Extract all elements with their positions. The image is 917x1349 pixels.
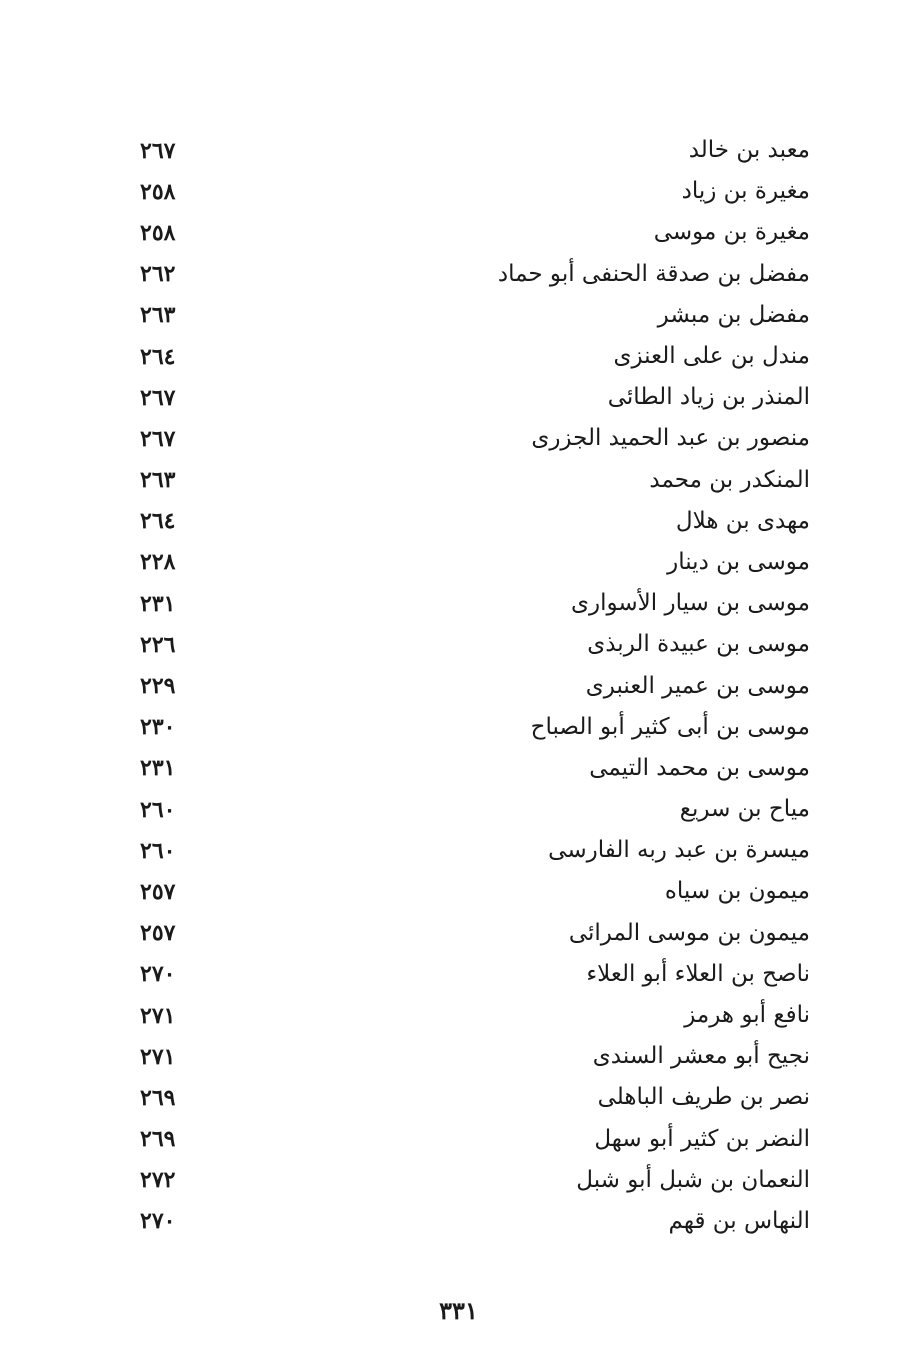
- entry-name: موسى بن عبيدة الربذى: [587, 631, 810, 658]
- entry-name: نصر بن طريف الباهلى: [597, 1084, 810, 1111]
- entry-name: مفضل بن مبشر: [657, 301, 810, 328]
- entry-page-number: ٢٦٠: [140, 796, 176, 823]
- entry-name: المنذر بن زياد الطائى: [607, 384, 810, 411]
- entry-page-number: ٢٦٢: [140, 261, 176, 288]
- index-entry: [140, 418, 810, 459]
- entry-page-number: ٢٣١: [140, 590, 176, 617]
- entry-page-number: ٢٣١: [140, 755, 176, 782]
- index-entry: [140, 913, 810, 954]
- entry-page-number: ٢٦٣: [140, 467, 176, 494]
- entry-page-number: ٢٦٠: [140, 837, 176, 864]
- entry-page-number: ٢٦٩: [140, 1126, 176, 1153]
- index-entry: [140, 377, 810, 418]
- entry-page-number: ٢٥٧: [140, 920, 176, 947]
- index-entry: [140, 295, 810, 336]
- entry-name: موسى بن محمد التيمى: [589, 754, 810, 781]
- index-entry: [140, 830, 810, 871]
- entry-name: النضر بن كثير أبو سهل: [594, 1125, 810, 1152]
- entry-page-number: ٢٦٤: [140, 343, 176, 370]
- entry-name: نجيح أبو معشر السندى: [592, 1043, 810, 1070]
- entry-page-number: ٢٦٧: [140, 425, 176, 452]
- entry-page-number: ٢٢٩: [140, 673, 176, 700]
- index-entry: [140, 542, 810, 583]
- entry-page-number: ٢٦٩: [140, 1084, 176, 1111]
- entry-name: ميمون بن سياه: [664, 878, 810, 905]
- index-entry: [140, 665, 810, 706]
- index-entry: [140, 789, 810, 830]
- entry-name: معبد بن خالد: [688, 137, 810, 164]
- entry-name: ناصح بن العلاء أبو العلاء: [586, 960, 810, 987]
- index-entry: [140, 254, 810, 295]
- entry-page-number: ٢٧١: [140, 1043, 176, 1070]
- page-number: ٣٣١: [439, 1296, 478, 1325]
- entry-name: موسى بن عمير العنبرى: [585, 672, 810, 699]
- index-entry: [140, 583, 810, 624]
- index-entry: [140, 1077, 810, 1118]
- entry-name: المنكدر بن محمد: [649, 466, 810, 493]
- entry-name: موسى بن دينار: [667, 548, 810, 575]
- entry-page-number: ٢٣٠: [140, 714, 176, 741]
- entry-name: ميسرة بن عبد ربه الفارسى: [548, 837, 810, 864]
- entry-page-number: ٢٧٠: [140, 961, 176, 988]
- index-entry: [140, 624, 810, 665]
- index-entry: [140, 1036, 810, 1077]
- entry-name: مغيرة بن زياد: [681, 178, 810, 205]
- entry-name: مندل بن على العنزى: [613, 343, 810, 370]
- index-entry: [140, 871, 810, 912]
- index-entry: [140, 212, 810, 253]
- entry-name: النعمان بن شبل أبو شبل: [576, 1166, 810, 1193]
- entry-page-number: ٢٦٤: [140, 508, 176, 535]
- entry-name: مياح بن سريع: [679, 796, 810, 823]
- entry-page-number: ٢٦٧: [140, 384, 176, 411]
- entry-name: موسى بن سيار الأسوارى: [571, 590, 810, 617]
- entry-page-number: ٢٥٧: [140, 878, 176, 905]
- index-entry: [140, 501, 810, 542]
- entry-page-number: ٢٧١: [140, 1002, 176, 1029]
- entry-name: مغيرة بن موسى: [653, 219, 810, 246]
- entry-page-number: ٢٦٣: [140, 302, 176, 329]
- entry-page-number: ٢٥٨: [140, 178, 176, 205]
- entry-page-number: ٢٧٠: [140, 1208, 176, 1235]
- name-index-list: [140, 130, 810, 1242]
- entry-page-number: ٢٢٦: [140, 631, 176, 658]
- entry-page-number: ٢٥٨: [140, 219, 176, 246]
- entry-name: مفضل بن صدقة الحنفى أبو حماد: [497, 260, 810, 287]
- entry-page-number: ٢٢٨: [140, 549, 176, 576]
- index-entry: [140, 1201, 810, 1242]
- entry-name: نافع أبو هرمز: [684, 1002, 810, 1029]
- index-entry: [140, 460, 810, 501]
- index-entry: [140, 1119, 810, 1160]
- entry-name: مهدى بن هلال: [675, 507, 810, 534]
- entry-page-number: ٢٦٧: [140, 137, 176, 164]
- index-entry: [140, 130, 810, 171]
- entry-name: منصور بن عبد الحميد الجزرى: [531, 425, 810, 452]
- index-entry: [140, 336, 810, 377]
- entry-page-number: ٢٧٢: [140, 1167, 176, 1194]
- index-entry: [140, 995, 810, 1036]
- entry-name: النهاس بن قهم: [668, 1207, 810, 1234]
- index-entry: [140, 1160, 810, 1201]
- index-entry: [140, 171, 810, 212]
- entry-name: موسى بن أبى كثير أبو الصباح: [530, 713, 810, 740]
- index-entry: [140, 707, 810, 748]
- entry-name: ميمون بن موسى المرائى: [568, 919, 810, 946]
- index-entry: [140, 954, 810, 995]
- index-entry: [140, 748, 810, 789]
